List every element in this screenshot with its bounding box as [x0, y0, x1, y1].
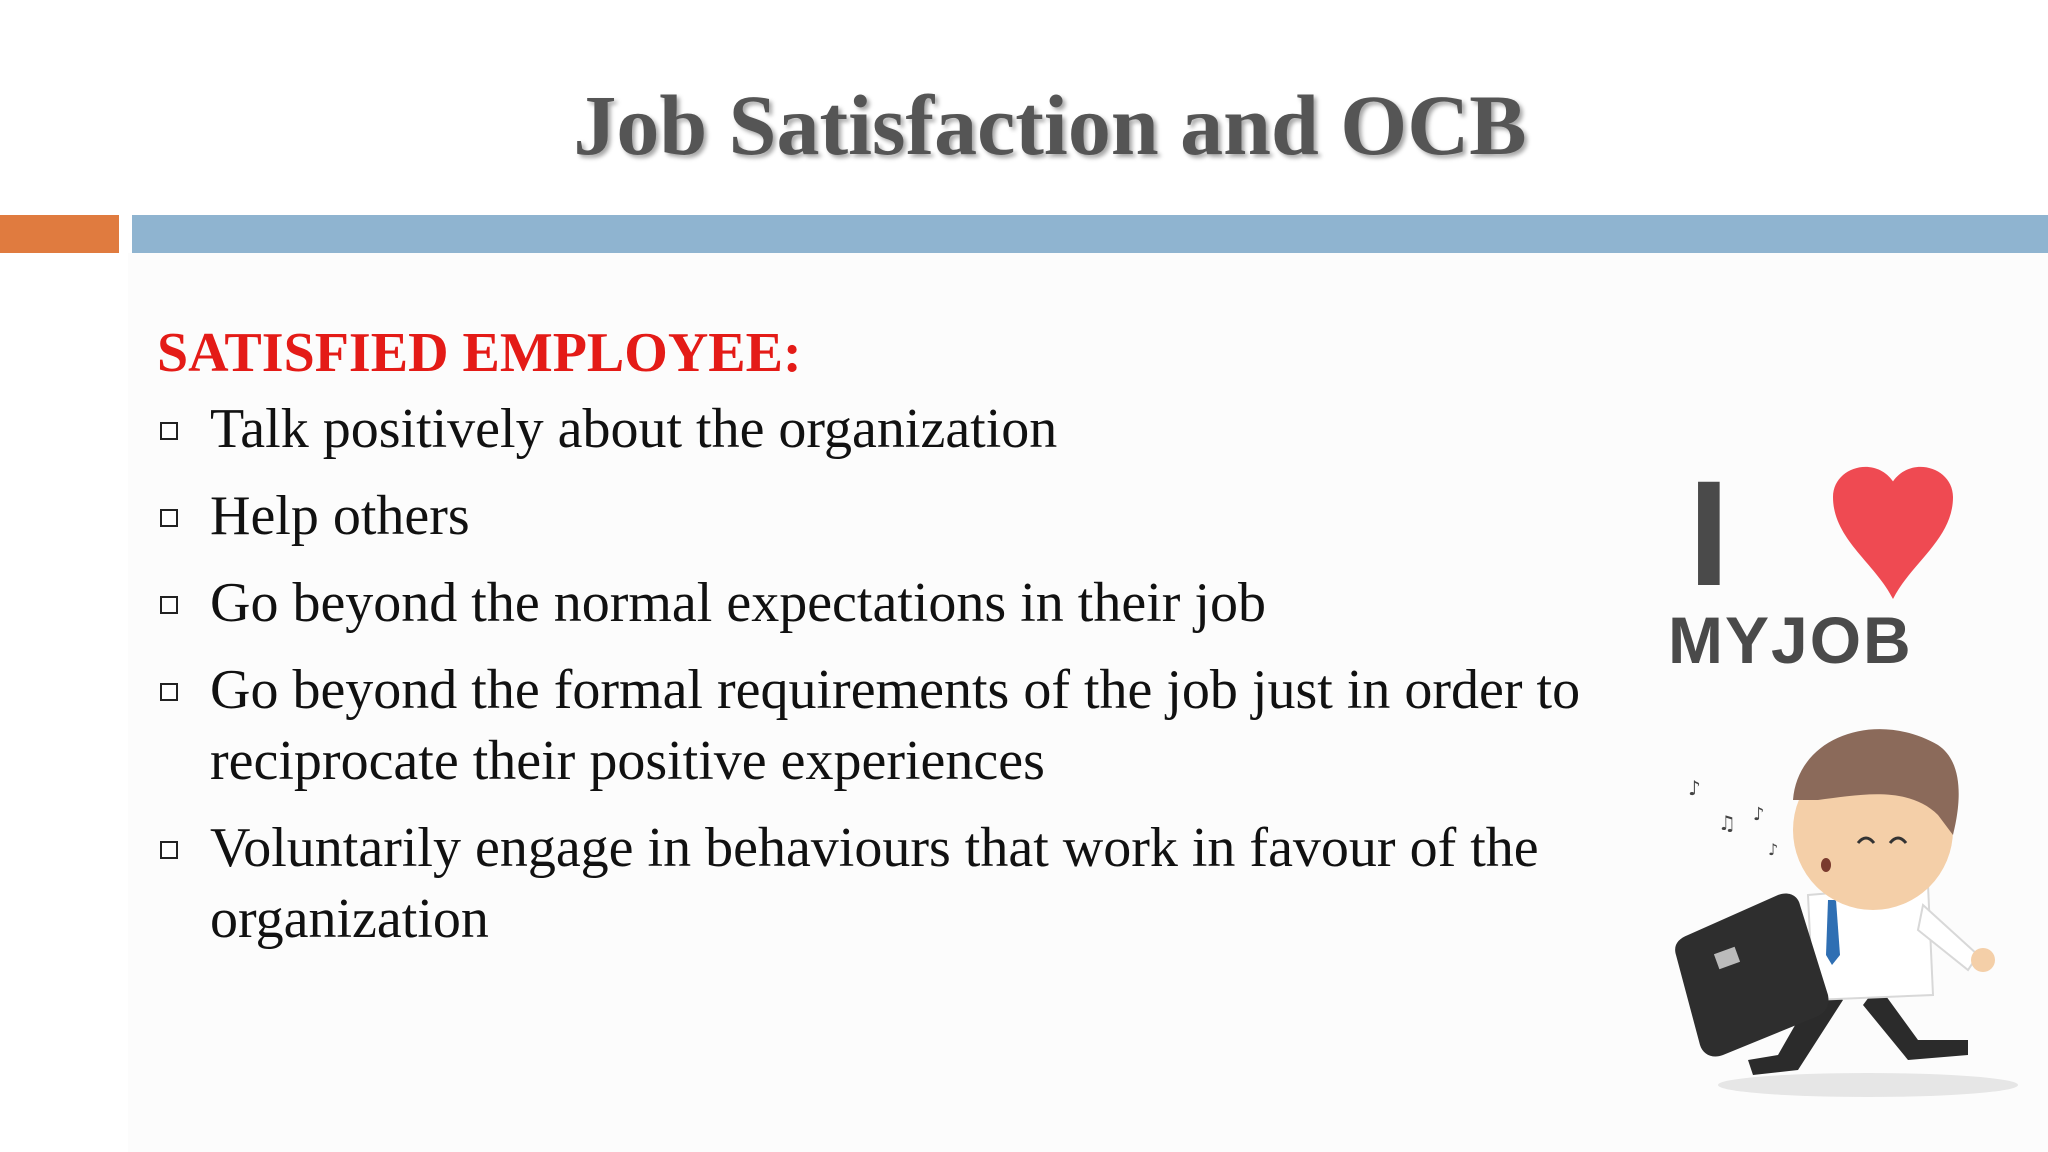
square-bullet-icon: [160, 596, 178, 614]
bullet-text: Go beyond the formal requirements of the job just in order to reciprocate their positive experiences: [210, 659, 1581, 792]
bullet-item: [157, 394, 1697, 465]
square-bullet-icon: [160, 683, 178, 701]
bullet-item: [157, 655, 1697, 797]
square-bullet-icon: [160, 422, 178, 440]
svg-text:♪: ♪: [1688, 776, 1701, 800]
bullet-text: Go beyond the normal expectations in their job: [210, 572, 1266, 634]
accent-bar-orange: [0, 215, 119, 253]
accent-bar-blue: [132, 215, 2048, 253]
slide-title: Job Satisfaction and OCB: [573, 77, 1527, 173]
svg-text:♪: ♪: [1753, 804, 1765, 825]
square-bullet-icon: [160, 841, 178, 859]
bullet-text: Talk positively about the organization: [210, 398, 1058, 460]
svg-text:♫: ♫: [1718, 811, 1736, 835]
slide-content: [157, 318, 1697, 971]
section-heading: SATISFIED EMPLOYEE:: [157, 322, 802, 384]
bullet-text: Voluntarily engage in behaviours that work in favour of the organization: [210, 817, 1539, 950]
bullet-text: Help others: [210, 485, 470, 547]
svg-text:♪: ♪: [1768, 840, 1779, 859]
bullet-item: [157, 568, 1697, 639]
cartoon-man-illustration: [1675, 729, 2018, 1097]
bullet-item: [157, 813, 1697, 955]
bullet-list: [157, 394, 1697, 955]
bullet-item: [157, 481, 1697, 552]
illustration-letter-i: I: [1688, 455, 1730, 617]
illustration-caption: MYJOB: [1668, 603, 1913, 677]
heart-icon: [1833, 467, 1953, 599]
i-love-my-job-illustration: [1668, 455, 2028, 1105]
square-bullet-icon: [160, 509, 178, 527]
